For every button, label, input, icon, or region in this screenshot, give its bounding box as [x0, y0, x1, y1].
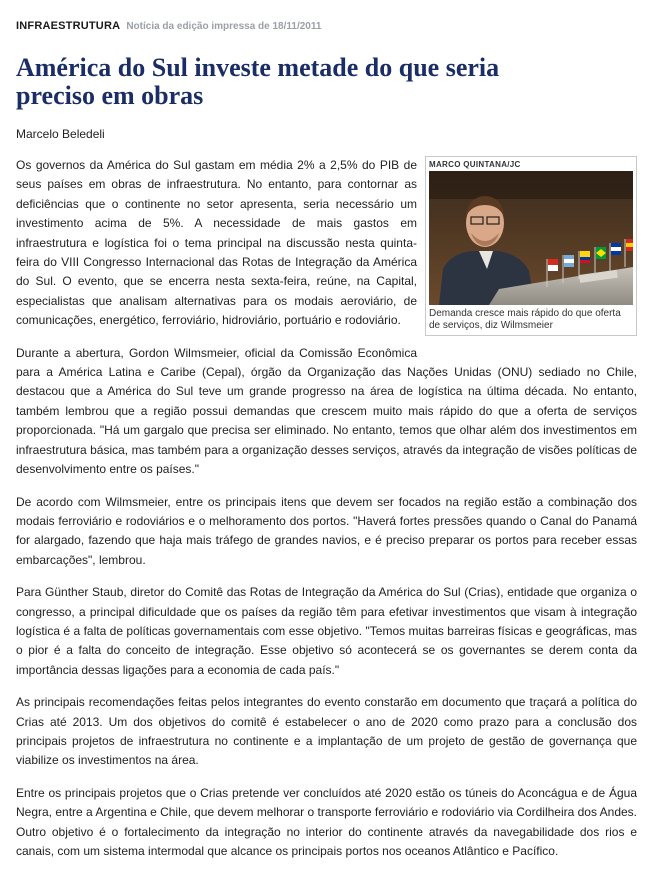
article-kicker — [16, 19, 637, 34]
article-title: América do Sul investe metade do que seria preciso em obras — [16, 53, 500, 110]
article-paragraph: De acordo com Wilmsmeier, entre os principais itens que devem ser focados na região estão a combinação dos modais ferroviário e rodoviários e o melhoramento dos portos. "Haverá fortes pressões quando o Canal do Panamá for alargado, fazendo que haja mais tráfego de grandes navios, e é preciso preparar os portos para receber essas embarcações", lembrou. — [16, 494, 637, 567]
article-body — [16, 156, 637, 861]
article-page — [16, 0, 637, 874]
article-paragraph: As principais recomendações feitas pelos integrantes do evento constarão em documento que traçará a política do Crias até 2013. Um dos objetivos do comitê é estabelecer o ano de 2020 como prazo para a conclusão dos principais projetos de infraestrutura no continente e a implantação de um projeto de gestão de governança que viabilize os investimentos na área. — [16, 695, 637, 768]
photo-credit: MARCO QUINTANA/JC — [429, 160, 521, 169]
section-label[interactable]: INFRAESTRUTURA — [16, 20, 121, 32]
article-paragraph: Os governos da América do Sul gastam em média 2% a 2,5% do PIB de seus países em obras de infraestrutura. No entanto, para contornar as deficiências que o continente no setor apresenta, seria necessário um investimento acima de 5%. A necessidade de mais gastos em infraestrutura e logística foi o tema principal na discussão nesta quinta-feira do VIII Congresso Internacional das Rotas de Integração da América do Sul. O evento, que se encerra nesta sexta-feira, reúne, na Capital, especialistas que analisam alternativas para os modais aeroviário, de comunicações, energético, ferroviário, hidroviário, portuário e rodoviário. — [16, 158, 417, 328]
article-author: Marcelo Beledeli — [16, 127, 105, 141]
article-paragraph: Para Günther Staub, diretor do Comitê das Rotas de Integração da América do Sul (Crias), entidade que organiza o congresso, a principal dificuldade que os países da região têm para efetivar investimentos que visam à integração logística é a falta de políticas governamentais com esse objetivo. "Temos muitas barreiras físicas e geográficas, mas o pior é a falta do conceito de integração. Esse objetivo só acontecerá se os governantes se derem conta da importância dessas ligações para a economia de cada país." — [16, 585, 637, 677]
article-paragraph: Durante a abertura, Gordon Wilmsmeier, oficial da Comissão Econômica para a América Latina e Caribe (Cepal), órgão da Organização das Nações Unidas (ONU) sediado no Chile, destacou que a América do Sul teve um grande progresso na área de logística na última década. No entanto, também lembrou que a região possui demandas que crescem muito mais rápido do que a oferta de serviços proporcionada. "Há um gargalo que precisa ser eliminado. No entanto, temos que olhar além dos investimentos em infraestrutura básica, mas também para a organização desses serviços, através da integração de visões políticas de desenvolvimento entre os países." — [16, 345, 637, 477]
article-photo-figure — [425, 156, 637, 336]
article-photo — [429, 171, 633, 305]
article-paragraph: Entre os principais projetos que o Crias pretende ver concluídos até 2020 estão os túneis do Aconcágua e de Água Negra, entre a Argentina e Chile, que devem melhorar o transporte ferroviário e rodoviário via Cordilheira dos Andes. Outro objetivo é o fortalecimento da integração no interior do continente através da navegabilidade dos rios e canais, com um sistema intermodal que alcance os principais portos nos oceanos Atlântico e Pacífico. — [16, 785, 637, 858]
edition-note: Notícia da edição impressa de 18/11/2011 — [126, 21, 322, 32]
photo-caption: Demanda cresce mais rápido do que oferta de serviços, diz Wilmsmeier — [429, 308, 621, 331]
